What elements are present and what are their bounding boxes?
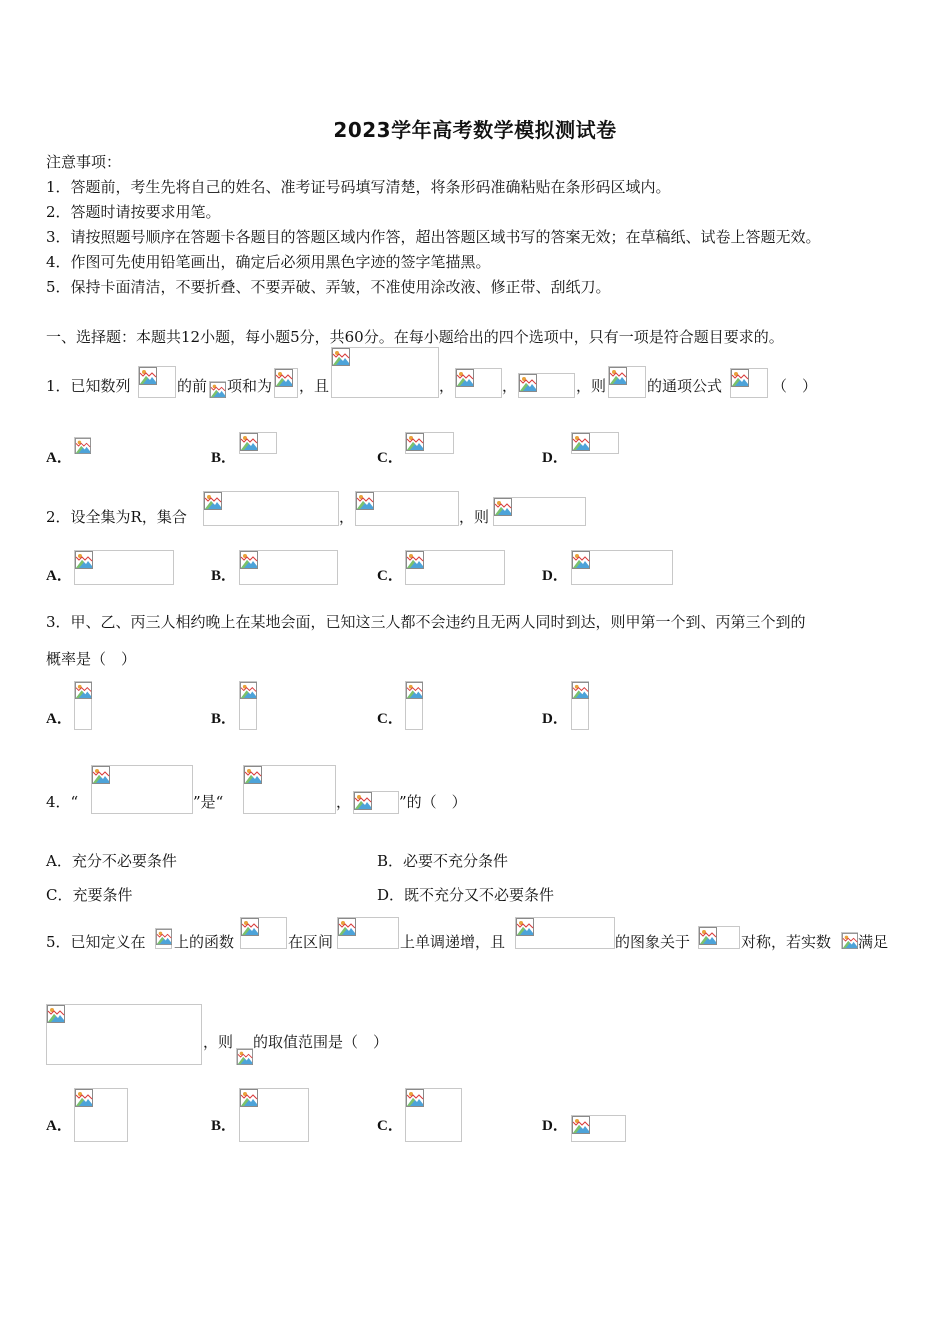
broken-image-icon <box>75 682 92 699</box>
formula-image <box>515 917 615 949</box>
broken-image-icon <box>494 498 512 516</box>
q5-text: 的取值范围是（ ） <box>253 1033 389 1051</box>
broken-image-icon <box>338 918 356 936</box>
option-c-image <box>405 681 423 730</box>
option-b-image <box>239 550 338 585</box>
broken-image-icon <box>332 348 350 366</box>
broken-image-icon <box>237 1049 253 1065</box>
q4-text: ”是“ <box>193 793 224 811</box>
q4-text: ”的（ ） <box>399 793 467 811</box>
formula-image <box>841 932 858 949</box>
q2-text: ，则 <box>459 508 490 526</box>
broken-image-icon <box>572 551 590 569</box>
formula-image <box>274 368 298 398</box>
q3-text: 3．甲、乙、丙三人相约晚上在某地会面，已知这三人都不会违约且无两人同时到达，则甲第一个到、丙第三个到的 <box>46 613 806 631</box>
option-d: D． <box>542 711 568 727</box>
option-a: A． <box>46 450 72 466</box>
q5-text: ，则 <box>203 1033 234 1051</box>
notice-item: 1．答题前，考生先将自己的姓名、准考证号码填写清楚，将条形码准确粘贴在条形码区域内。 <box>46 178 671 196</box>
broken-image-icon <box>456 369 474 387</box>
option-b: B． <box>211 568 237 584</box>
broken-image-icon <box>842 933 858 949</box>
broken-image-icon <box>244 766 262 784</box>
section-heading: 一、选择题：本题共12小题，每小题5分，共60分。在每小题给出的四个选项中，只有一项是符合题目要求的。 <box>46 328 784 346</box>
option-c-image <box>405 432 454 454</box>
formula-image <box>355 491 459 526</box>
page-title: 2023学年高考数学模拟测试卷 <box>333 118 617 142</box>
q2-text: ， <box>339 508 355 526</box>
formula-image <box>337 917 399 949</box>
broken-image-icon <box>572 433 590 451</box>
option-d-image <box>571 681 589 730</box>
notice-heading: 注意事项： <box>46 153 122 171</box>
q5-text: 上的函数 <box>174 933 235 951</box>
option-d-image <box>571 1115 626 1142</box>
formula-image <box>236 1048 253 1065</box>
option-b: B． <box>211 450 237 466</box>
broken-image-icon <box>356 492 374 510</box>
q1-text: 项和为 <box>227 377 273 395</box>
broken-image-icon <box>406 433 424 451</box>
formula-image <box>209 381 226 398</box>
q1-text: （ ） <box>772 377 818 395</box>
option-c: C． <box>377 711 403 727</box>
broken-image-icon <box>92 766 110 784</box>
formula-image <box>138 366 176 398</box>
broken-image-icon <box>75 438 91 454</box>
broken-image-icon <box>240 433 258 451</box>
broken-image-icon <box>406 682 423 699</box>
option-a: A． <box>46 711 72 727</box>
broken-image-icon <box>204 492 222 510</box>
formula-image <box>243 765 336 814</box>
option-c: C．充要条件 <box>46 886 133 904</box>
option-a: A．充分不必要条件 <box>46 852 177 870</box>
notice-item: 4．作图可先使用铅笔画出，确定后必须用黑色字迹的签字笔描黑。 <box>46 253 491 271</box>
q5-text: 上单调递增，且 <box>400 933 506 951</box>
option-d: D．既不充分又不必要条件 <box>377 886 555 904</box>
option-a-image <box>74 437 91 454</box>
q2-text: 2．设全集为R，集合 <box>46 508 187 526</box>
broken-image-icon <box>240 551 258 569</box>
q5-text: 5．已知定义在 <box>46 933 146 951</box>
broken-image-icon <box>275 369 293 387</box>
broken-image-icon <box>731 369 749 387</box>
formula-image <box>331 347 439 398</box>
formula-image <box>455 368 502 398</box>
q1-text: ， <box>439 377 455 395</box>
broken-image-icon <box>210 382 226 398</box>
q5-text: 对称，若实数 <box>741 933 832 951</box>
broken-image-icon <box>240 682 257 699</box>
broken-image-icon <box>572 1116 590 1134</box>
q4-text: 4．“ <box>46 793 79 811</box>
broken-image-icon <box>156 929 172 945</box>
formula-image <box>608 366 646 398</box>
q1-text: ，则 <box>576 377 607 395</box>
option-a-image <box>74 1088 128 1142</box>
option-c: C． <box>377 568 403 584</box>
option-d: D． <box>542 568 568 584</box>
q5-text: 的图象关于 <box>615 933 691 951</box>
option-c: C． <box>377 1118 403 1134</box>
option-b-image <box>239 432 277 454</box>
option-c-image <box>405 1088 462 1142</box>
q1-text: ， <box>502 377 518 395</box>
formula-image <box>698 926 740 949</box>
broken-image-icon <box>241 918 259 936</box>
option-d: D． <box>542 1118 568 1134</box>
broken-image-icon <box>406 551 424 569</box>
broken-image-icon <box>75 551 93 569</box>
option-b: B． <box>211 1118 237 1134</box>
broken-image-icon <box>47 1005 65 1023</box>
option-d-image <box>571 550 673 585</box>
broken-image-icon <box>572 682 589 699</box>
q1-text: 1．已知数列 <box>46 377 131 395</box>
notice-item: 2．答题时请按要求用笔。 <box>46 203 221 221</box>
q4-text: ， <box>336 793 352 811</box>
q3-text: 概率是（ ） <box>46 650 137 668</box>
broken-image-icon <box>240 1089 258 1107</box>
option-b: B．必要不充分条件 <box>377 852 509 870</box>
option-d-image <box>571 432 619 454</box>
option-a-image <box>74 550 174 585</box>
option-d: D． <box>542 450 568 466</box>
option-a-image <box>74 681 92 730</box>
option-b-image <box>239 681 257 730</box>
option-b-image <box>239 1088 309 1142</box>
formula-image <box>155 928 172 949</box>
formula-image <box>240 917 287 949</box>
formula-image <box>91 765 193 814</box>
q5-text: 满足 <box>858 933 889 951</box>
broken-image-icon <box>406 1089 424 1107</box>
notice-item: 5．保持卡面清洁，不要折叠、不要弄破、弄皱，不准使用涂改液、修正带、刮纸刀。 <box>46 278 611 296</box>
broken-image-icon <box>609 367 627 385</box>
broken-image-icon <box>519 374 537 392</box>
q1-text: 的通项公式 <box>647 377 723 395</box>
broken-image-icon <box>139 367 157 385</box>
option-c: C． <box>377 450 403 466</box>
broken-image-icon <box>354 792 372 810</box>
formula-image <box>730 368 768 398</box>
q5-text: 在区间 <box>288 933 334 951</box>
broken-image-icon <box>699 927 717 945</box>
option-a: A． <box>46 1118 72 1134</box>
option-a: A． <box>46 568 72 584</box>
formula-image <box>518 373 575 398</box>
q1-text: ，且 <box>299 377 330 395</box>
formula-image <box>493 497 586 526</box>
broken-image-icon <box>75 1089 93 1107</box>
formula-image <box>353 791 399 814</box>
broken-image-icon <box>516 918 534 936</box>
notice-item: 3．请按照题号顺序在答题卡各题目的答题区域内作答，超出答题区域书写的答案无效；在草稿纸、试卷上答题无效。 <box>46 228 821 246</box>
formula-image <box>46 1004 202 1065</box>
option-b: B． <box>211 711 237 727</box>
formula-image <box>203 491 339 526</box>
q1-text: 的前 <box>177 377 208 395</box>
option-c-image <box>405 550 505 585</box>
